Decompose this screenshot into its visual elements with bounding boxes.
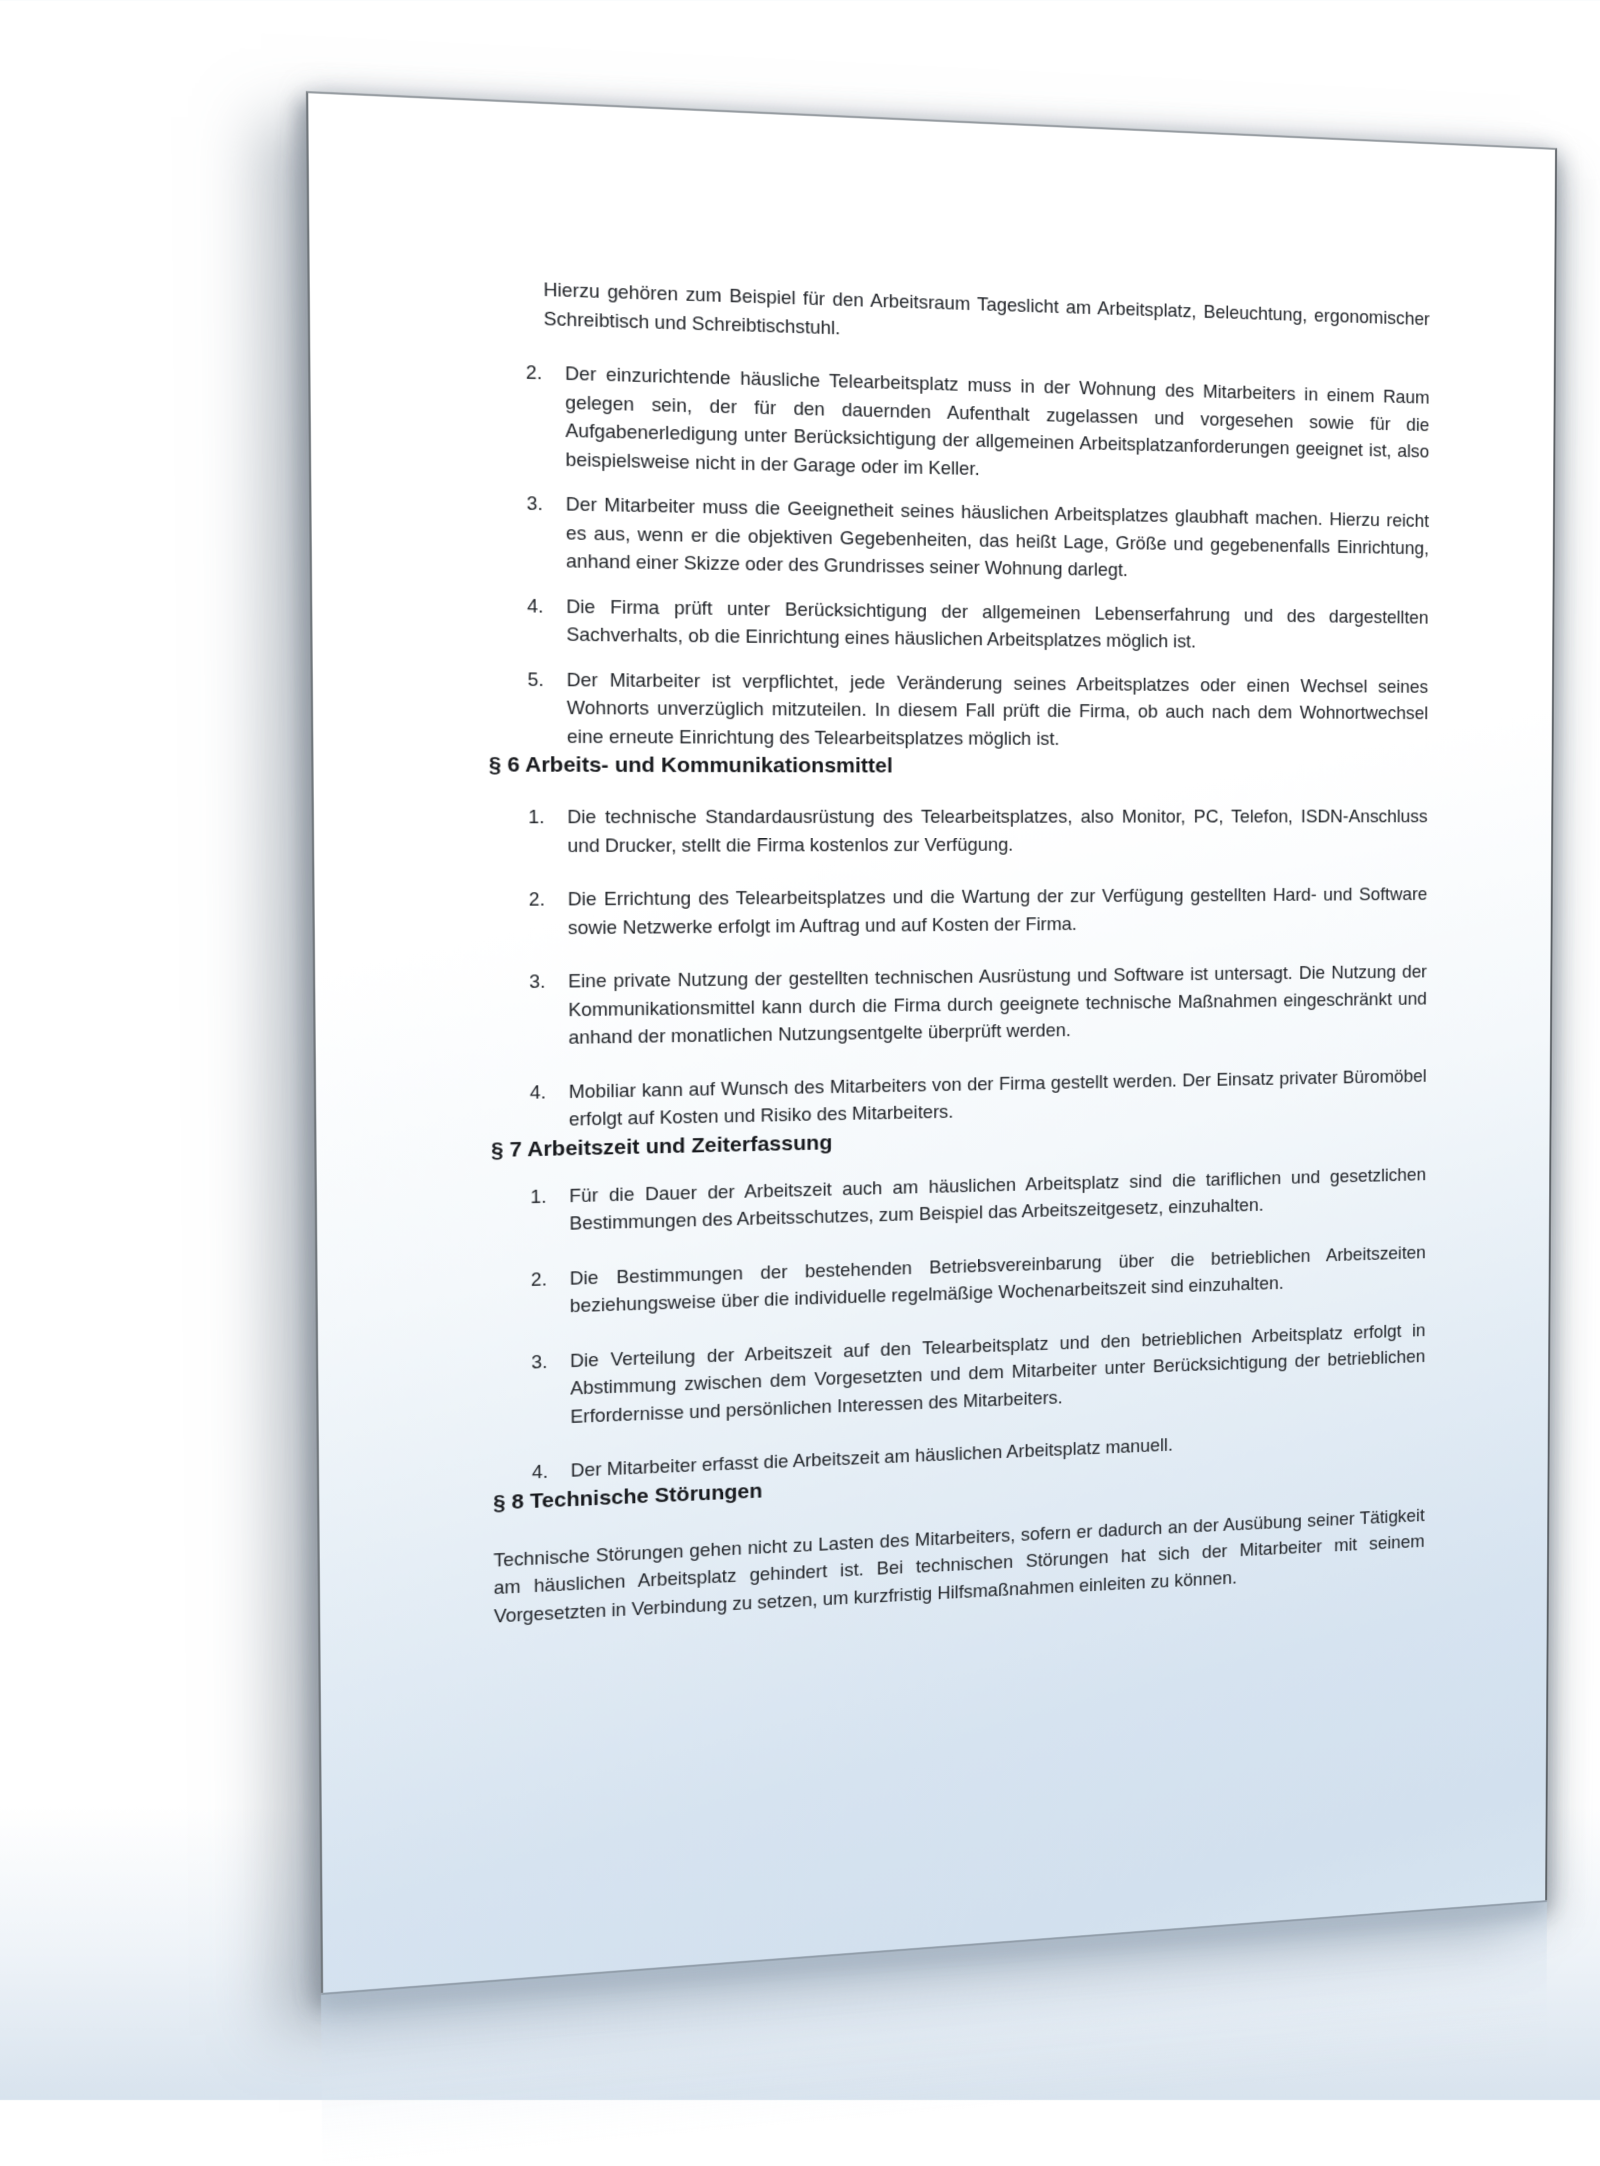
list-item <box>528 803 1427 860</box>
item-text: Die Verteilung der Arbeitszeit auf den Telearbeitsplatz und den betrieblichen Arbeitsplatz erfolgt in Abstimmung zwischen dem Vorgesetzten und dem Mitarbeiter unter Berücksichtigung der betrieblichen Erfordernisse und persönlichen Interessen des Mitarbeiters. <box>570 1319 1426 1427</box>
section-7-heading: § 7 Arbeitszeit und Zeiterfassung <box>490 1130 833 1162</box>
item-number: 4. <box>527 594 544 617</box>
intro-paragraph: Hierzu gehören zum Beispiel für den Arbeitsraum Tageslicht am Arbeitsplatz, Beleuchtung, ergonomischer Schreibtisch und Schreibtischstuhl. <box>543 278 1430 338</box>
item-number: 1. <box>530 1184 547 1207</box>
item-text: Der Mitarbeiter muss die Geeignetheit seines häuslichen Arbeitsplatzes glaubhaft machen. Hierzu reicht es aus, wenn er die objektiven Gegebenheiten, das heißt Lage, Größe und gegebenenfalls Einrichtung, anhand einer Skizze oder des Grundrisses seiner Wohnung darlegt. <box>565 492 1429 581</box>
item-number: 2. <box>530 1267 548 1290</box>
list-item <box>527 489 1429 588</box>
item-number: 3. <box>531 1350 548 1373</box>
list-item <box>531 1316 1425 1431</box>
item-number: 2. <box>528 888 546 910</box>
section-8-heading: § 8 Technische Störungen <box>493 1478 763 1515</box>
section-7-list <box>530 1160 1426 1486</box>
list-item <box>531 1238 1426 1321</box>
document-page <box>306 91 1557 1995</box>
item-text: Mobiliar kann auf Wunsch des Mitarbeiters von der Firma gestellt werden. Der Einsatz privater Büromöbel erfolgt auf Kosten und Risiko des Mitarbeiters. <box>568 1064 1427 1130</box>
item-text: Die Bestimmungen der bestehenden Betriebsvereinbarung über die betrieblichen Arbeitszeiten beziehungsweise über die individuelle regelmäßige Wochenarbeitszeit sind einzuhalten. <box>569 1241 1426 1317</box>
item-text: Der Mitarbeiter ist verpflichtet, jede Veränderung seines Arbeitsplatzes oder einen Wechsel seines Wohnorts unverzüglich mitzuteilen. In diesem Fall prüft die Firma, ob auch nach dem Wohnortwechsel eine erneute Einrichtung des Telearbeitsplatzes möglich ist. <box>566 668 1429 749</box>
list-item <box>526 358 1430 492</box>
page-reflection <box>321 1900 1547 2166</box>
item-number: 4. <box>531 1460 549 1483</box>
document-content <box>485 101 1431 1629</box>
item-text: Für die Dauer der Arbeitszeit auch am häuslichen Arbeitsplatz sind die tariflichen und gesetzlichen Bestimmungen des Arbeitsschutzes, zum Beispiel das Arbeitszeitgesetz, einzuhalten. <box>569 1163 1427 1234</box>
item-number: 1. <box>528 805 545 828</box>
item-number: 5. <box>527 667 544 690</box>
list-item <box>529 958 1427 1052</box>
item-text: Die Firma prüft unter Berücksichtigung der allgemeinen Lebenserfahrung und des dargestellten Sachverhalts, ob die Einrichtung eines häuslichen Arbeitsplatzes möglich ist. <box>566 594 1429 652</box>
section-6-heading: § 6 Arbeits- und Kommunikationsmittel <box>488 752 893 778</box>
section-6-list <box>528 803 1427 1134</box>
item-number: 3. <box>529 970 546 993</box>
list-item <box>527 591 1428 657</box>
list-item <box>530 1160 1426 1238</box>
item-number: 4. <box>529 1080 547 1103</box>
item-number: 2. <box>525 361 543 384</box>
section-5-list <box>526 358 1430 753</box>
item-text: Der einzurichtende häusliche Telearbeitsplatz muss in der Wohnung des Mitarbeiters in einem Raum gelegen sein, der für den dauernden Aufenthalt zugelassen und vorgesehen sowie für die Aufgabenerledigung unter Berücksichtigung der allgemeinen Arbeitsplatzanforderungen geeignet ist, also beispielsweise nicht in der Garage oder im Keller. <box>565 362 1430 479</box>
item-text: Die technische Standardausrüstung des Telearbeitsplatzes, also Monitor, PC, Telefon, ISDN-Anschluss und Drucker, stellt die Firma kostenlos zur Verfügung. <box>567 805 1428 856</box>
item-number: 3. <box>526 492 543 515</box>
item-text: Die Errichtung des Telearbeitsplatzes und die Wartung der zur Verfügung gestellten Hard- und Software sowie Netzwerke erfolgt im Auftrag und auf Kosten der Firma. <box>567 883 1428 938</box>
item-text: Der Mitarbeiter erfasst die Arbeitszeit am häuslichen Arbeitsplatz manuell. <box>570 1433 1173 1481</box>
item-text: Eine private Nutzung der gestellten technischen Ausrüstung und Software ist untersagt. Die Nutzung der Kommunikationsmittel kann durch die Firma durch geeignete technische Maßnahmen eingeschränkt und anhand der monatlichen Nutzungsentgelte überprüft werden. <box>568 960 1428 1048</box>
list-item <box>527 665 1428 754</box>
section-8-paragraph: Technische Störungen gehen nicht zu Lasten des Mitarbeiters, sofern er dadurch an der Ausübung seiner Tätigkeit am häuslichen Arbeitsplatz gehindert ist. Bei technischen Störungen hat sich der Mitarbeiter mit seinem Vorgesetzten in Verbindung zu setzen, um kurzfristig Hilfsmaßnahmen einleiten zu können. <box>493 1504 1425 1627</box>
list-item <box>529 880 1428 941</box>
